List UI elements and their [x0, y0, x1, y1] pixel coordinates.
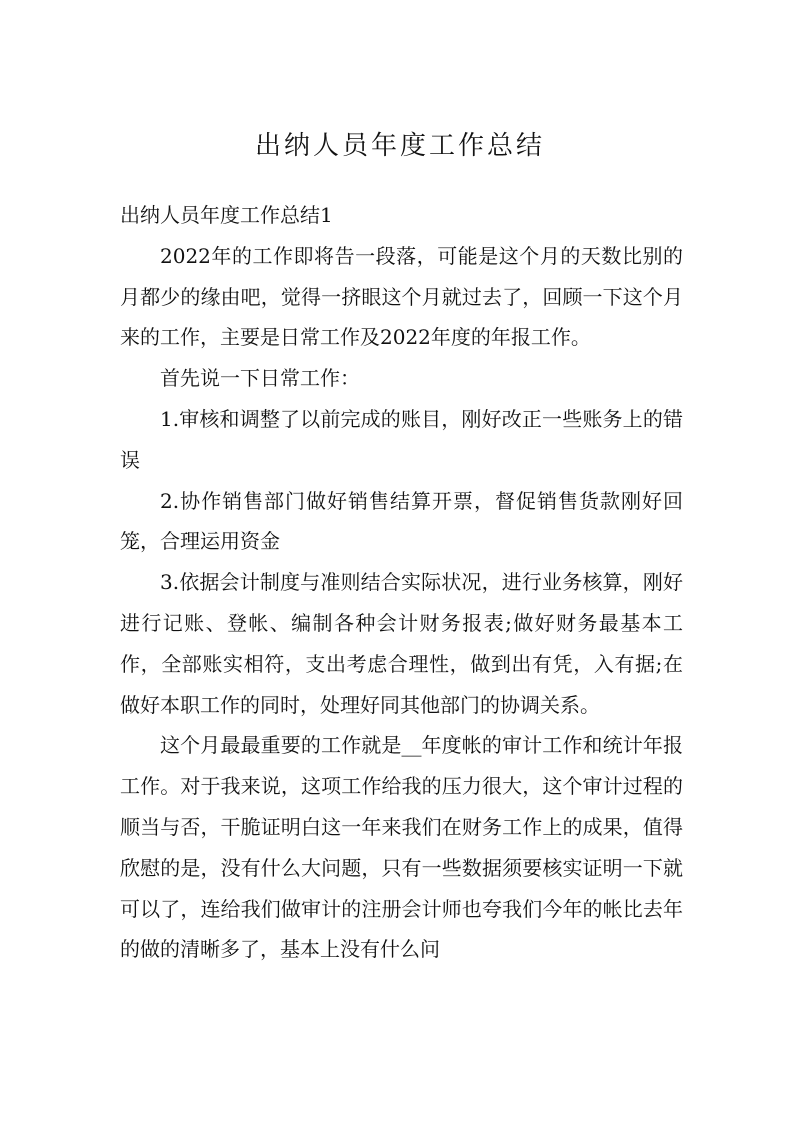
document-body	[120, 195, 683, 970]
paragraph-item-2: 2.协作销售部门做好销售结算开票，督促销售货款刚好回笼，合理运用资金	[120, 488, 683, 554]
paragraph-item-1: 1.审核和调整了以前完成的账目，刚好改正一些账务上的错误	[120, 406, 683, 472]
paragraph-item-3: 3.依据会计制度与准则结合实际状况，进行业务核算，刚好进行记账、登帐、编制各种会计财务报表;做好财务最基本工作，全部账实相符，支出考虑合理性，做到出有凭，入有据;在做好本职工作的同时，处理好同其他部门的协调关系。	[120, 570, 683, 717]
paragraph-daily-work-lead: 首先说一下日常工作：	[160, 366, 360, 391]
paragraph-audit-work: 这个月最最重要的工作就是__年度帐的审计工作和统计年报工作。对于我来说，这项工作给我的压力很大，这个审计过程的顺当与否，干脆证明白这一年来我们在财务工作上的成果，值得欣慰的是，没有什么大问题，只有一些数据须要核实证明一下就可以了，连给我们做审计的注册会计师也夸我们今年的帐比去年的做的清晰多了，基本上没有什么问	[120, 733, 683, 962]
paragraph-intro: 2022年的工作即将告一段落，可能是这个月的天数比别的月都少的缘由吧，觉得一挤眼这个月就过去了，回顾一下这个月来的工作，主要是日常工作及2022年度的年报工作。	[120, 243, 683, 350]
document-title: 出纳人员年度工作总结	[254, 131, 545, 161]
section-heading: 出纳人员年度工作总结1	[120, 203, 333, 227]
